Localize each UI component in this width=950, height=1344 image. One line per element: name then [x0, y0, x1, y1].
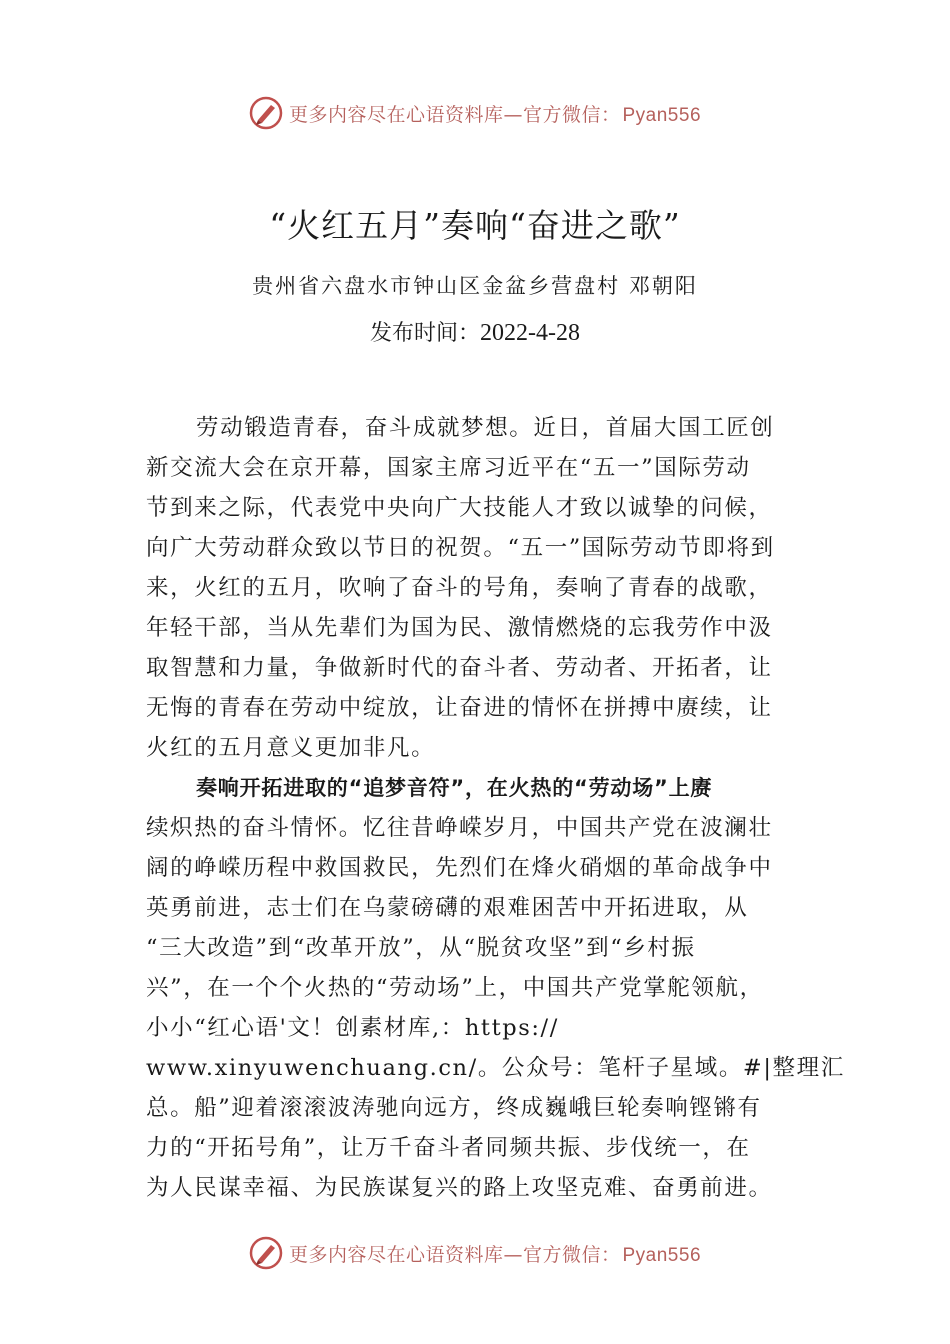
paragraph-line: “三大改造”到“改革开放”，从“脱贫攻坚”到“乡村振 [146, 935, 696, 961]
paragraph-line: 新交流大会在京开幕，国家主席习近平在“五一”国际劳动 [146, 455, 751, 481]
pen-seal-logo-icon [249, 96, 283, 130]
header-wechat-id: Pyan556 [622, 104, 702, 126]
footer-banner [0, 1233, 950, 1273]
paragraph-line: 向广大劳动群众致以节日的祝贺。“五一”国际劳动节即将到 [146, 535, 775, 561]
paragraph-line: 劳动锻造青春，奋斗成就梦想。近日，首届大国工匠创 [196, 415, 775, 441]
subheading: 奏响开拓进取的“追梦音符”，在火热的“劳动场”上赓 [196, 776, 713, 800]
paragraph-line: 英勇前进，志士们在乌蒙磅礴的艰难困苦中开拓进取，从 [146, 895, 749, 921]
pen-seal-logo-icon [249, 1236, 283, 1270]
paragraph-line: 年轻干部，当从先辈们为国为民、激情燃烧的忘我劳作中汲 [146, 615, 773, 641]
paragraph-line: 取智慧和力量，争做新时代的奋斗者、劳动者、开拓者，让 [146, 655, 773, 681]
paragraph-line: 无悔的青春在劳动中绽放，让奋进的情怀在拼搏中赓续，让 [146, 695, 773, 721]
paragraph-line: 续炽热的奋斗情怀。忆往昔峥嵘岁月，中国共产党在波澜壮 [146, 815, 773, 841]
article-title: “火红五月”奏响“奋进之歌” [269, 206, 681, 245]
header-banner [0, 93, 950, 133]
article-body [146, 408, 845, 1208]
paragraph-line: 火红的五月意义更加非凡。 [146, 735, 436, 761]
header-banner-text: 更多内容尽在心语资料库—官方微信： Pyan556 [288, 103, 702, 126]
paragraph-line: www.xinyuwenchuang.cn/。公众号：笔杆子星域。#|整理汇 [146, 1055, 845, 1081]
footer-wechat-id: Pyan556 [622, 1244, 702, 1266]
paragraph-line: 阔的峥嵘历程中救国救民，先烈们在烽火硝烟的革命战争中 [146, 855, 773, 881]
paragraph-line: 来，火红的五月，吹响了奋斗的号角，奏响了青春的战歌， [146, 575, 773, 601]
paragraph-line: 为人民谋幸福、为民族谋复兴的路上攻坚克难、奋勇前进。 [146, 1175, 773, 1201]
publish-date-value: 2022-4-28 [480, 320, 580, 346]
article-author: 贵州省六盘水市钟山区金盆乡营盘村 邓朝阳 [252, 274, 698, 298]
paragraph-line: 总。船”迎着滚滚波涛驰向远方，终成巍峨巨轮奏响铿锵有 [146, 1095, 762, 1121]
publish-date-label: 发布时间： [370, 321, 481, 346]
paragraph-line: 力的“开拓号角”，让万千奋斗者同频共振、步伐统一，在 [146, 1135, 751, 1161]
paragraph-line: 小小“红心语'文！创素材库,：https:// [146, 1015, 559, 1041]
paragraph-line: 兴”，在一个个火热的“劳动场”上，中国共产党掌舵领航， [146, 975, 764, 1001]
publish-date [0, 316, 950, 347]
footer-banner-text: 更多内容尽在心语资料库—官方微信： Pyan556 [288, 1243, 702, 1266]
paragraph-line: 节到来之际，代表党中央向广大技能人才致以诚挚的问候， [146, 495, 773, 521]
